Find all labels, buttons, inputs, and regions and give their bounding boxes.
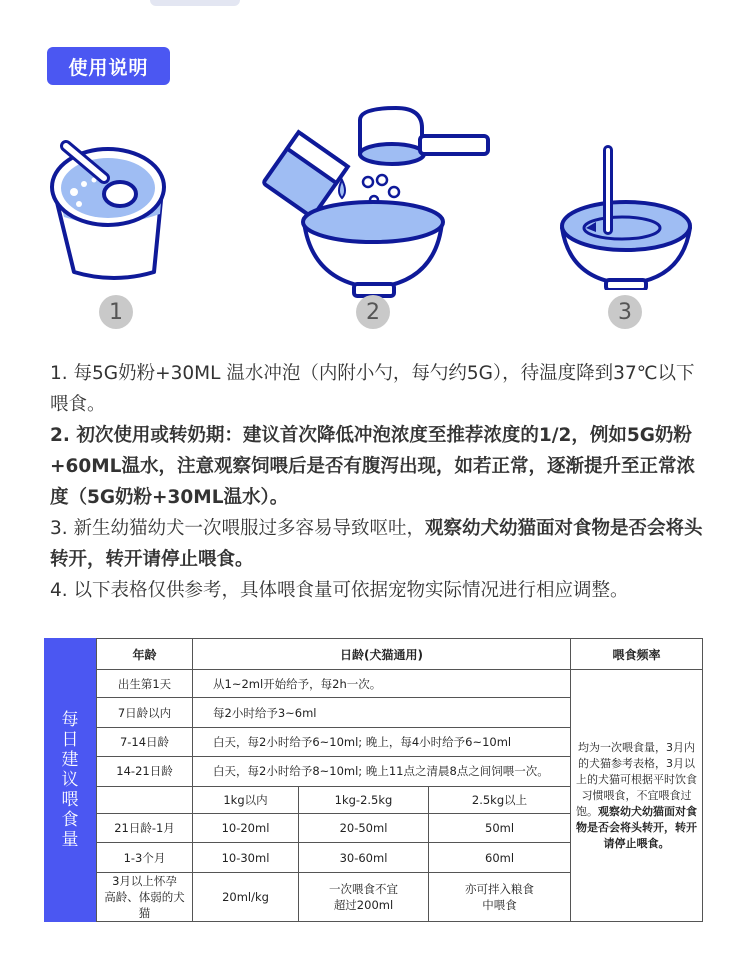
amount-cell: 白天，每2小时给予6~10ml; 晚上，每4小时给予6~10ml — [193, 727, 571, 756]
feeding-table — [96, 638, 703, 922]
step-number-1: 1 — [99, 295, 133, 329]
age-cell: 3月以上怀孕 高龄、体弱的犬猫 — [97, 872, 193, 921]
feeding-table-section — [44, 638, 702, 922]
age-cell-empty — [97, 787, 193, 814]
amount-cell: 从1~2ml开始给予，每2h一次。 — [193, 670, 571, 698]
pour-water-into-bowl-icon — [262, 104, 492, 304]
daily-feeding-label: 每 日 建 议 喂 食 量 — [44, 638, 96, 922]
section-title-badge: 使用说明 — [47, 47, 170, 85]
instructions-block — [50, 358, 710, 606]
instruction-2: 2. 初次使用或转奶期：建议首次降低冲泡浓度至推荐浓度的1/2，例如5G奶粉+60ML温水，注意观察饲喂后是否有腹泻出现，如若正常，逐渐提升至正常浓度（5G奶粉+30ML温水）。 — [50, 425, 695, 508]
age-cell: 14-21日龄 — [97, 756, 193, 786]
scoop-in-can-icon — [44, 132, 174, 282]
instruction-3: 3. 新生幼猫幼犬一次喂服过多容易导致呕吐，观察幼犬幼猫面对食物是否会将头转开，转开请停止喂食。 — [50, 518, 703, 570]
top-decoration — [150, 0, 240, 6]
step-number-3: 3 — [608, 295, 642, 329]
table-header-row — [97, 639, 703, 670]
amount-cell: 一次喂食不宜 超过200ml — [299, 872, 429, 921]
amount-cell: 每2小时给予3~6ml — [193, 698, 571, 727]
age-cell: 出生第1天 — [97, 670, 193, 698]
age-cell: 7-14日龄 — [97, 727, 193, 756]
amount-cell: 亦可拌入粮食 中喂食 — [429, 872, 571, 921]
amount-cell: 白天，每2小时给予8~10ml; 晚上11点之清晨8点之间饲喂一次。 — [193, 756, 571, 786]
weight-header: 2.5kg以上 — [429, 787, 571, 814]
header-days: 日龄(犬猫通用) — [193, 639, 571, 670]
step-number-2: 2 — [356, 295, 390, 329]
amount-cell: 60ml — [429, 843, 571, 872]
weight-header: 1kg-2.5kg — [299, 787, 429, 814]
age-cell: 21日龄-1月 — [97, 814, 193, 843]
stir-bowl-icon — [558, 144, 696, 290]
amount-cell: 20ml/kg — [193, 872, 299, 921]
table-row — [97, 670, 703, 698]
instruction-1: 1. 每5G奶粉+30ML 温水冲泡（内附小勺，每勺约5G），待温度降到37℃以下喂食。 — [50, 363, 695, 415]
age-cell: 1-3个月 — [97, 843, 193, 872]
instruction-4: 4. 以下表格仅供参考，具体喂食量可依据宠物实际情况进行相应调整。 — [50, 580, 629, 601]
frequency-cell: 均为一次喂食量，3月内的犬猫参考表格，3月以上的犬猫可根据平时饮食习惯喂食，不宜喂食过饱。观察幼犬幼猫面对食物是否会将头转开，转开请停止喂食。 — [571, 670, 703, 922]
age-cell: 7日龄以内 — [97, 698, 193, 727]
amount-cell: 50ml — [429, 814, 571, 843]
amount-cell: 30-60ml — [299, 843, 429, 872]
weight-header: 1kg以内 — [193, 787, 299, 814]
amount-cell: 20-50ml — [299, 814, 429, 843]
amount-cell: 10-20ml — [193, 814, 299, 843]
amount-cell: 10-30ml — [193, 843, 299, 872]
header-age: 年龄 — [97, 639, 193, 670]
header-frequency: 喂食频率 — [571, 639, 703, 670]
